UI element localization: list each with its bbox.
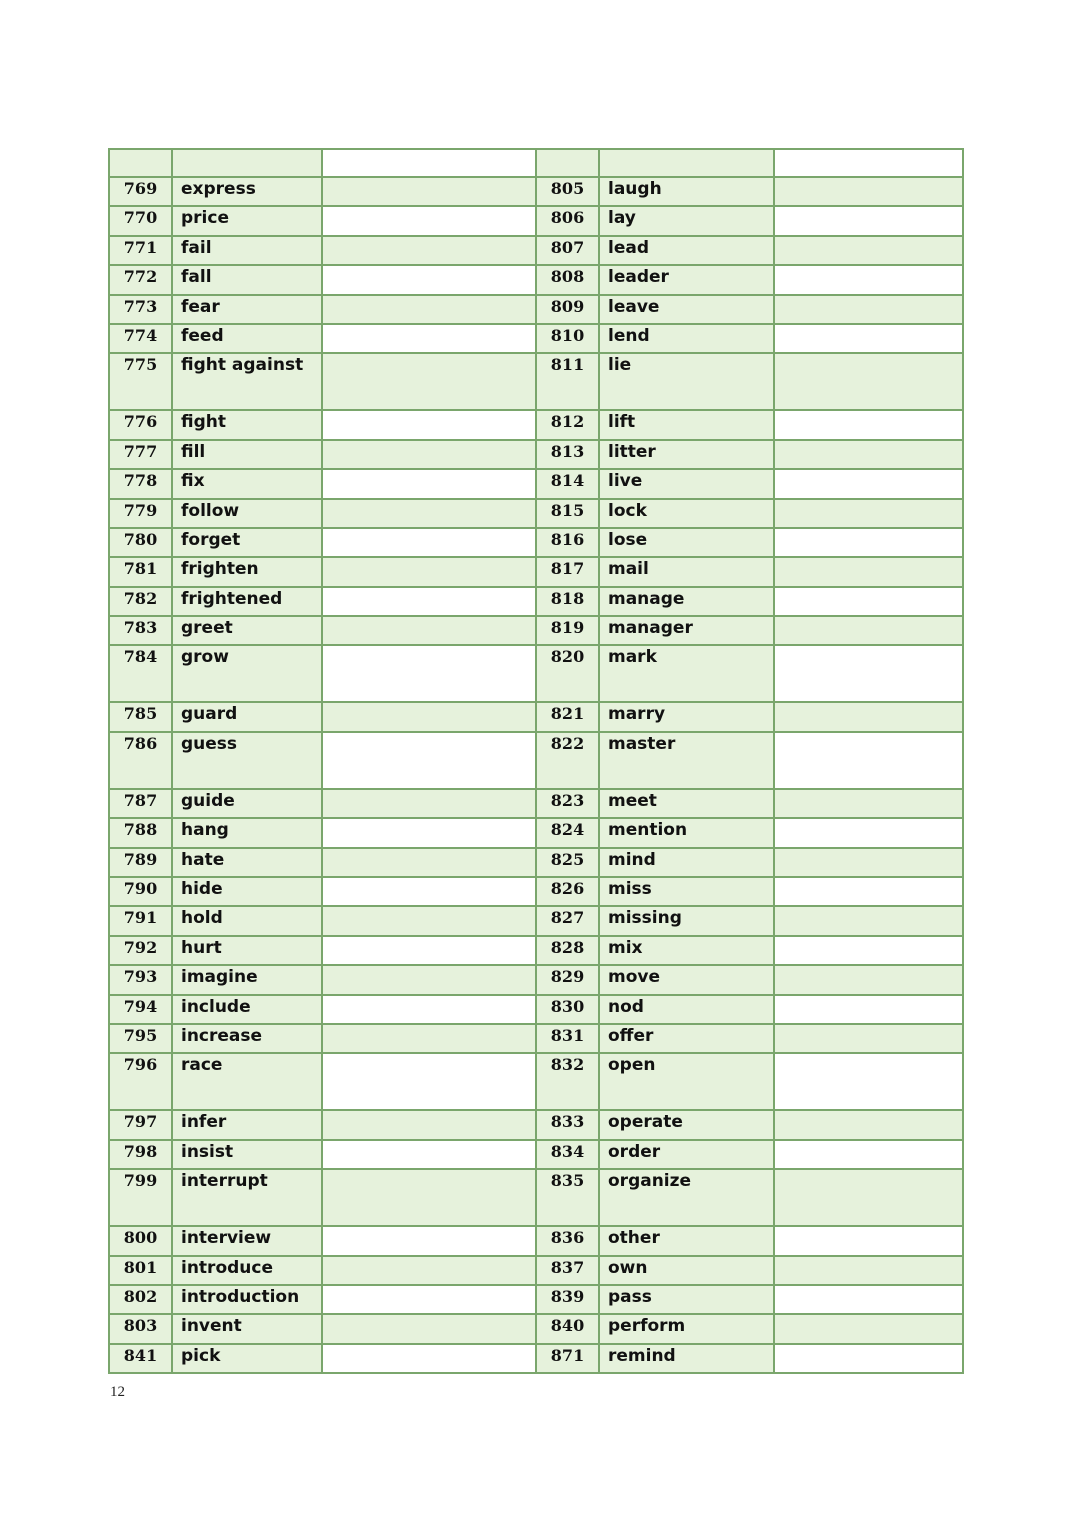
table-row [109,177,963,206]
number-cell: 835 [536,1169,599,1226]
table-row [109,732,963,789]
number-cell: 784 [109,645,172,702]
word-cell: greet [172,616,322,645]
blank-note-cell [774,236,963,265]
table-row [109,528,963,557]
blank-note-cell [774,587,963,616]
blank-note-cell [774,877,963,906]
page-number: 12 [110,1384,125,1400]
blank-note-cell [322,1256,536,1285]
blank-note-cell [774,906,963,935]
number-cell: 834 [536,1140,599,1169]
number-cell: 803 [109,1314,172,1343]
blank-note-cell [322,177,536,206]
blank-note-cell [322,1169,536,1226]
blank-note-cell [322,1314,536,1343]
blank-note-cell [322,324,536,353]
blank-note-cell [774,324,963,353]
word-cell: live [599,469,774,498]
blank-note-cell [322,936,536,965]
table-row [109,616,963,645]
number-cell: 780 [109,528,172,557]
blank-note-cell [774,528,963,557]
number-cell: 769 [109,177,172,206]
table-header-row [109,149,963,177]
word-cell: lift [599,410,774,439]
table-row [109,1140,963,1169]
word-cell: forget [172,528,322,557]
vocabulary-table-body [109,149,963,1373]
table-row [109,965,963,994]
blank-note-cell [774,1285,963,1314]
table-row [109,1226,963,1255]
word-cell: hang [172,818,322,847]
number-cell: 836 [536,1226,599,1255]
blank-note-cell [322,469,536,498]
number-cell: 808 [536,265,599,294]
header-cell [774,149,963,177]
word-cell: other [599,1226,774,1255]
blank-note-cell [774,1140,963,1169]
number-cell: 819 [536,616,599,645]
header-cell [599,149,774,177]
word-cell: imagine [172,965,322,994]
blank-note-cell [774,410,963,439]
word-cell: race [172,1053,322,1110]
blank-note-cell [322,702,536,731]
number-cell: 801 [109,1256,172,1285]
header-cell [109,149,172,177]
table-row [109,818,963,847]
word-cell: leader [599,265,774,294]
table-row [109,1110,963,1139]
number-cell: 781 [109,557,172,586]
word-cell: invent [172,1314,322,1343]
word-cell: feed [172,324,322,353]
number-cell: 841 [109,1344,172,1373]
number-cell: 820 [536,645,599,702]
number-cell: 810 [536,324,599,353]
blank-note-cell [322,906,536,935]
number-cell: 815 [536,499,599,528]
table-row [109,645,963,702]
blank-note-cell [322,848,536,877]
word-cell: move [599,965,774,994]
blank-note-cell [322,1140,536,1169]
blank-note-cell [322,616,536,645]
word-cell: master [599,732,774,789]
blank-note-cell [322,295,536,324]
table-row [109,1344,963,1373]
table-row [109,936,963,965]
word-cell: interview [172,1226,322,1255]
word-cell: manager [599,616,774,645]
blank-note-cell [322,1226,536,1255]
word-cell: introduction [172,1285,322,1314]
table-row [109,206,963,235]
number-cell: 813 [536,440,599,469]
blank-note-cell [774,1169,963,1226]
number-cell: 785 [109,702,172,731]
table-row [109,848,963,877]
blank-note-cell [322,1344,536,1373]
header-cell [322,149,536,177]
number-cell: 831 [536,1024,599,1053]
blank-note-cell [774,1226,963,1255]
number-cell: 774 [109,324,172,353]
number-cell: 791 [109,906,172,935]
number-cell: 821 [536,702,599,731]
blank-note-cell [774,848,963,877]
blank-note-cell [322,528,536,557]
number-cell: 770 [109,206,172,235]
number-cell: 782 [109,587,172,616]
table-row [109,1314,963,1343]
word-cell: lead [599,236,774,265]
word-cell: introduce [172,1256,322,1285]
table-row [109,877,963,906]
number-cell: 840 [536,1314,599,1343]
blank-note-cell [322,877,536,906]
table-row [109,353,963,410]
blank-note-cell [774,645,963,702]
word-cell: guess [172,732,322,789]
number-cell: 789 [109,848,172,877]
word-cell: pick [172,1344,322,1373]
word-cell: express [172,177,322,206]
blank-note-cell [774,732,963,789]
word-cell: operate [599,1110,774,1139]
word-cell: hide [172,877,322,906]
table-row [109,410,963,439]
blank-note-cell [322,587,536,616]
word-cell: hurt [172,936,322,965]
blank-note-cell [322,353,536,410]
blank-note-cell [322,1110,536,1139]
blank-note-cell [774,818,963,847]
table-row [109,1053,963,1110]
number-cell: 797 [109,1110,172,1139]
blank-note-cell [322,818,536,847]
blank-note-cell [774,353,963,410]
word-cell: missing [599,906,774,935]
word-cell: frightened [172,587,322,616]
table-row [109,995,963,1024]
number-cell: 805 [536,177,599,206]
number-cell: 833 [536,1110,599,1139]
word-cell: nod [599,995,774,1024]
number-cell: 822 [536,732,599,789]
blank-note-cell [774,1053,963,1110]
number-cell: 793 [109,965,172,994]
table-row [109,702,963,731]
table-row [109,324,963,353]
table-row [109,469,963,498]
number-cell: 779 [109,499,172,528]
number-cell: 802 [109,1285,172,1314]
word-cell: organize [599,1169,774,1226]
word-cell: mind [599,848,774,877]
number-cell: 807 [536,236,599,265]
blank-note-cell [322,265,536,294]
word-cell: perform [599,1314,774,1343]
number-cell: 776 [109,410,172,439]
word-cell: frighten [172,557,322,586]
number-cell: 828 [536,936,599,965]
blank-note-cell [774,499,963,528]
blank-note-cell [322,499,536,528]
table-row [109,789,963,818]
number-cell: 788 [109,818,172,847]
table-row [109,1285,963,1314]
blank-note-cell [322,732,536,789]
word-cell: own [599,1256,774,1285]
number-cell: 829 [536,965,599,994]
table-row [109,1256,963,1285]
blank-note-cell [774,1110,963,1139]
word-cell: infer [172,1110,322,1139]
number-cell: 796 [109,1053,172,1110]
word-cell: hate [172,848,322,877]
table-row [109,295,963,324]
number-cell: 818 [536,587,599,616]
word-cell: offer [599,1024,774,1053]
number-cell: 832 [536,1053,599,1110]
word-cell: mention [599,818,774,847]
number-cell: 817 [536,557,599,586]
blank-note-cell [774,1024,963,1053]
blank-note-cell [774,265,963,294]
blank-note-cell [322,965,536,994]
word-cell: include [172,995,322,1024]
word-cell: fight against [172,353,322,410]
word-cell: leave [599,295,774,324]
word-cell: lay [599,206,774,235]
word-cell: lock [599,499,774,528]
number-cell: 771 [109,236,172,265]
vocabulary-table [108,148,964,1374]
table-row [109,587,963,616]
blank-note-cell [774,440,963,469]
word-cell: marry [599,702,774,731]
blank-note-cell [774,965,963,994]
number-cell: 775 [109,353,172,410]
number-cell: 871 [536,1344,599,1373]
number-cell: 809 [536,295,599,324]
word-cell: lend [599,324,774,353]
table-row [109,499,963,528]
blank-note-cell [322,440,536,469]
blank-note-cell [774,1314,963,1343]
blank-note-cell [322,410,536,439]
word-cell: guide [172,789,322,818]
blank-note-cell [322,236,536,265]
word-cell: fail [172,236,322,265]
blank-note-cell [322,1024,536,1053]
table-row [109,906,963,935]
number-cell: 824 [536,818,599,847]
blank-note-cell [322,557,536,586]
word-cell: remind [599,1344,774,1373]
number-cell: 800 [109,1226,172,1255]
word-cell: miss [599,877,774,906]
table-row [109,440,963,469]
number-cell: 826 [536,877,599,906]
number-cell: 778 [109,469,172,498]
number-cell: 790 [109,877,172,906]
number-cell: 794 [109,995,172,1024]
word-cell: increase [172,1024,322,1053]
word-cell: lie [599,353,774,410]
word-cell: mail [599,557,774,586]
word-cell: mix [599,936,774,965]
blank-note-cell [322,1285,536,1314]
blank-note-cell [774,177,963,206]
word-cell: insist [172,1140,322,1169]
number-cell: 811 [536,353,599,410]
word-cell: fall [172,265,322,294]
number-cell: 786 [109,732,172,789]
number-cell: 837 [536,1256,599,1285]
blank-note-cell [774,789,963,818]
blank-note-cell [774,616,963,645]
number-cell: 827 [536,906,599,935]
blank-note-cell [774,1256,963,1285]
number-cell: 799 [109,1169,172,1226]
number-cell: 830 [536,995,599,1024]
number-cell: 806 [536,206,599,235]
number-cell: 839 [536,1285,599,1314]
number-cell: 773 [109,295,172,324]
word-cell: mark [599,645,774,702]
blank-note-cell [322,1053,536,1110]
number-cell: 772 [109,265,172,294]
word-cell: hold [172,906,322,935]
blank-note-cell [774,206,963,235]
number-cell: 812 [536,410,599,439]
blank-note-cell [774,702,963,731]
word-cell: pass [599,1285,774,1314]
blank-note-cell [322,645,536,702]
blank-note-cell [774,936,963,965]
word-cell: price [172,206,322,235]
number-cell: 795 [109,1024,172,1053]
number-cell: 816 [536,528,599,557]
number-cell: 814 [536,469,599,498]
table-row [109,236,963,265]
header-cell [536,149,599,177]
table-row [109,557,963,586]
blank-note-cell [774,995,963,1024]
word-cell: meet [599,789,774,818]
word-cell: litter [599,440,774,469]
word-cell: guard [172,702,322,731]
word-cell: fight [172,410,322,439]
blank-note-cell [322,206,536,235]
word-cell: laugh [599,177,774,206]
word-cell: fill [172,440,322,469]
table-row [109,265,963,294]
word-cell: manage [599,587,774,616]
number-cell: 787 [109,789,172,818]
word-cell: order [599,1140,774,1169]
blank-note-cell [774,295,963,324]
header-cell [172,149,322,177]
table-row [109,1169,963,1226]
number-cell: 825 [536,848,599,877]
number-cell: 792 [109,936,172,965]
word-cell: lose [599,528,774,557]
blank-note-cell [774,1344,963,1373]
number-cell: 798 [109,1140,172,1169]
word-cell: open [599,1053,774,1110]
blank-note-cell [774,557,963,586]
word-cell: interrupt [172,1169,322,1226]
word-cell: fear [172,295,322,324]
number-cell: 783 [109,616,172,645]
blank-note-cell [322,789,536,818]
word-cell: grow [172,645,322,702]
word-cell: fix [172,469,322,498]
number-cell: 777 [109,440,172,469]
table-row [109,1024,963,1053]
word-cell: follow [172,499,322,528]
blank-note-cell [322,995,536,1024]
blank-note-cell [774,469,963,498]
number-cell: 823 [536,789,599,818]
